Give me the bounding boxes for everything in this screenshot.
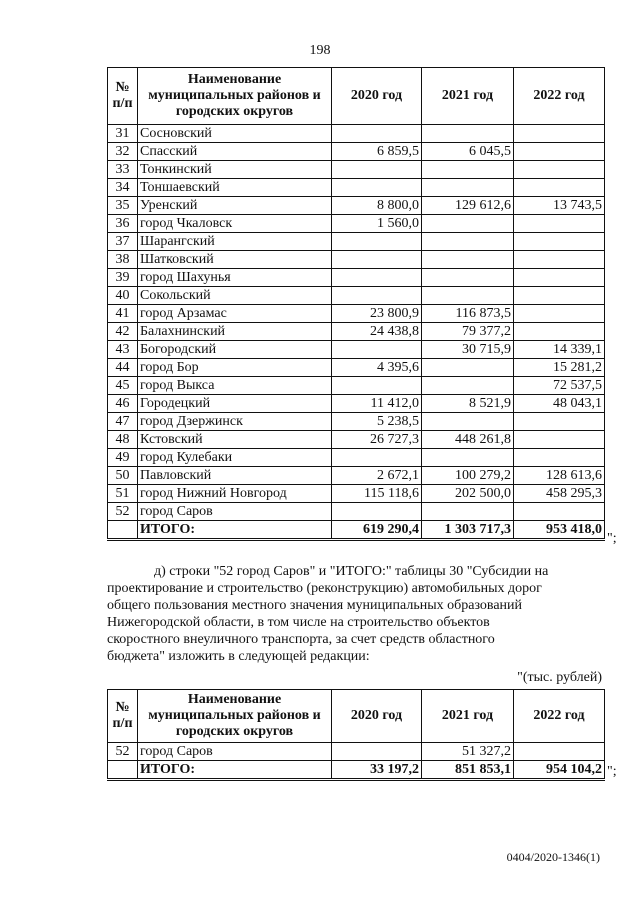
table-row: [108, 395, 605, 413]
header-2022: 2022 год: [514, 690, 605, 743]
row-name: город Арзамас: [138, 305, 332, 323]
row-number: 50: [108, 467, 138, 485]
row-number: 38: [108, 251, 138, 269]
row-number: 33: [108, 161, 138, 179]
header-2022: 2022 год: [514, 68, 605, 125]
row-value-2022: 48 043,1: [514, 395, 605, 413]
table-row: [108, 485, 605, 503]
row-name: город Выкса: [138, 377, 332, 395]
page-number: 198: [309, 43, 331, 58]
row-name: город Дзержинск: [138, 413, 332, 431]
row-value-2022: [514, 269, 605, 287]
row-value-2022: [514, 215, 605, 233]
row-number: 36: [108, 215, 138, 233]
row-value-2022: [514, 143, 605, 161]
row-value-2020: [332, 743, 422, 761]
row-value-2022: [514, 125, 605, 143]
row-value-2021: [422, 449, 514, 467]
row-value-2021: [422, 161, 514, 179]
table-header-row: [108, 68, 605, 125]
row-value-2020: 115 118,6: [332, 485, 422, 503]
row-value-2021: 116 873,5: [422, 305, 514, 323]
row-number: 51: [108, 485, 138, 503]
row-value-2020: 24 438,8: [332, 323, 422, 341]
row-value-2020: [332, 377, 422, 395]
table-row: [108, 449, 605, 467]
row-value-2021: 8 521,9: [422, 395, 514, 413]
row-number: 44: [108, 359, 138, 377]
total-row: [108, 761, 605, 780]
row-name: Тоншаевский: [138, 179, 332, 197]
row-value-2021: 51 327,2: [422, 743, 514, 761]
document-code: 0404/2020-1346(1): [506, 850, 600, 864]
row-value-2020: 23 800,9: [332, 305, 422, 323]
row-value-2021: 30 715,9: [422, 341, 514, 359]
row-name: Спасский: [138, 143, 332, 161]
row-value-2021: [422, 251, 514, 269]
row-name: город Чкаловск: [138, 215, 332, 233]
row-value-2020: 8 800,0: [332, 197, 422, 215]
table-row: [108, 125, 605, 143]
row-value-2022: 13 743,5: [514, 197, 605, 215]
row-value-2022: [514, 179, 605, 197]
row-value-2022: 15 281,2: [514, 359, 605, 377]
row-value-2021: 79 377,2: [422, 323, 514, 341]
table-row: [108, 467, 605, 485]
row-value-2021: [422, 503, 514, 521]
row-value-2022: [514, 413, 605, 431]
row-name: город Саров: [138, 743, 332, 761]
row-number: 37: [108, 233, 138, 251]
table-row: [108, 143, 605, 161]
row-value-2022: [514, 503, 605, 521]
row-value-2020: [332, 125, 422, 143]
table2-closing-quote: ";: [607, 764, 617, 779]
row-number: 49: [108, 449, 138, 467]
row-value-2020: 5 238,5: [332, 413, 422, 431]
table-row: [108, 743, 605, 761]
row-number: 35: [108, 197, 138, 215]
table-row: [108, 323, 605, 341]
row-value-2021: [422, 413, 514, 431]
row-value-2022: [514, 233, 605, 251]
row-value-2020: [332, 161, 422, 179]
table-row: [108, 269, 605, 287]
header-name: Наименование муниципальных районов и городских округов: [138, 690, 332, 743]
row-name: Городецкий: [138, 395, 332, 413]
row-value-2022: 14 339,1: [514, 341, 605, 359]
row-value-2021: 6 045,5: [422, 143, 514, 161]
row-name: город Саров: [138, 503, 332, 521]
row-value-2020: [332, 269, 422, 287]
row-value-2021: [422, 269, 514, 287]
row-name: город Шахунья: [138, 269, 332, 287]
row-value-2020: 1 560,0: [332, 215, 422, 233]
total-row: [108, 521, 605, 540]
table-row: [108, 287, 605, 305]
row-number: 47: [108, 413, 138, 431]
header-2020: 2020 год: [332, 690, 422, 743]
total-2020: 619 290,4: [332, 521, 422, 540]
row-value-2021: 202 500,0: [422, 485, 514, 503]
row-name: Шарангский: [138, 233, 332, 251]
total-2022: 953 418,0: [514, 521, 605, 540]
total-label: ИТОГО:: [138, 521, 332, 540]
row-name: Шатковский: [138, 251, 332, 269]
table-row: [108, 413, 605, 431]
row-number: 46: [108, 395, 138, 413]
row-value-2022: [514, 287, 605, 305]
row-value-2022: 72 537,5: [514, 377, 605, 395]
row-value-2020: 26 727,3: [332, 431, 422, 449]
row-value-2022: [514, 431, 605, 449]
row-value-2020: 4 395,6: [332, 359, 422, 377]
table1-closing-quote: ";: [607, 531, 617, 546]
row-value-2020: [332, 179, 422, 197]
row-name: город Кулебаки: [138, 449, 332, 467]
row-value-2022: 128 613,6: [514, 467, 605, 485]
table-row: [108, 197, 605, 215]
total-2021: 851 853,1: [422, 761, 514, 780]
header-number: № п/п: [108, 690, 138, 743]
row-name: Кстовский: [138, 431, 332, 449]
table-row: [108, 503, 605, 521]
row-number: 41: [108, 305, 138, 323]
row-value-2020: [332, 287, 422, 305]
amendment-paragraph: д) строки "52 город Саров" и "ИТОГО:" таблицы 30 "Субсидии на проектирование и строительство (реконструкцию) автомобильных дорог общего пользования местного значения муниципальных образований Нижегородской области, в том числе на строительство объектов скоростного внеуличного транспорта, за счет средств областного бюджета" изложить в следующей редакции:: [107, 564, 549, 664]
row-value-2020: 11 412,0: [332, 395, 422, 413]
row-value-2021: [422, 287, 514, 305]
table-row: [108, 305, 605, 323]
table-row: [108, 377, 605, 395]
table-row: [108, 179, 605, 197]
total-2020: 33 197,2: [332, 761, 422, 780]
row-value-2021: [422, 125, 514, 143]
header-2021: 2021 год: [422, 690, 514, 743]
row-value-2020: 6 859,5: [332, 143, 422, 161]
row-name: Павловский: [138, 467, 332, 485]
row-name: город Бор: [138, 359, 332, 377]
row-number: 34: [108, 179, 138, 197]
row-number: 52: [108, 503, 138, 521]
row-value-2022: [514, 251, 605, 269]
row-value-2021: [422, 215, 514, 233]
row-name: Сосновский: [138, 125, 332, 143]
header-name: Наименование муниципальных районов и городских округов: [138, 68, 332, 125]
table-row: [108, 161, 605, 179]
table-header-row: [108, 690, 605, 743]
table-row: [108, 251, 605, 269]
header-2020: 2020 год: [332, 68, 422, 125]
row-number: 43: [108, 341, 138, 359]
header-number: № п/п: [108, 68, 138, 125]
row-value-2022: [514, 743, 605, 761]
table-row: [108, 431, 605, 449]
row-number: 32: [108, 143, 138, 161]
table-row: [108, 359, 605, 377]
row-value-2021: [422, 359, 514, 377]
table-row: [108, 341, 605, 359]
row-value-2020: [332, 503, 422, 521]
row-value-2021: 448 261,8: [422, 431, 514, 449]
total-2022: 954 104,2: [514, 761, 605, 780]
row-number: 42: [108, 323, 138, 341]
row-number: 39: [108, 269, 138, 287]
row-name: Богородский: [138, 341, 332, 359]
row-name: город Нижний Новгород: [138, 485, 332, 503]
header-2021: 2021 год: [422, 68, 514, 125]
total-2021: 1 303 717,3: [422, 521, 514, 540]
subsidy-table-replacement: [107, 689, 605, 781]
row-value-2021: [422, 233, 514, 251]
row-number: 40: [108, 287, 138, 305]
subsidy-table-main: [107, 67, 605, 541]
row-value-2022: [514, 161, 605, 179]
total-label: ИТОГО:: [138, 761, 332, 780]
row-value-2020: [332, 449, 422, 467]
row-value-2021: [422, 179, 514, 197]
table-row: [108, 233, 605, 251]
row-number: 52: [108, 743, 138, 761]
row-number: 31: [108, 125, 138, 143]
row-name: Балахнинский: [138, 323, 332, 341]
row-value-2021: 100 279,2: [422, 467, 514, 485]
row-value-2022: [514, 305, 605, 323]
row-number: 48: [108, 431, 138, 449]
row-name: Сокольский: [138, 287, 332, 305]
row-value-2020: [332, 251, 422, 269]
row-value-2022: 458 295,3: [514, 485, 605, 503]
row-value-2020: [332, 341, 422, 359]
row-value-2021: [422, 377, 514, 395]
row-value-2022: [514, 449, 605, 467]
row-name: Уренский: [138, 197, 332, 215]
row-value-2021: 129 612,6: [422, 197, 514, 215]
row-number: 45: [108, 377, 138, 395]
row-value-2020: 2 672,1: [332, 467, 422, 485]
row-name: Тонкинский: [138, 161, 332, 179]
table-row: [108, 215, 605, 233]
unit-note: "(тыс. рублей): [517, 670, 602, 685]
row-value-2020: [332, 233, 422, 251]
row-value-2022: [514, 323, 605, 341]
